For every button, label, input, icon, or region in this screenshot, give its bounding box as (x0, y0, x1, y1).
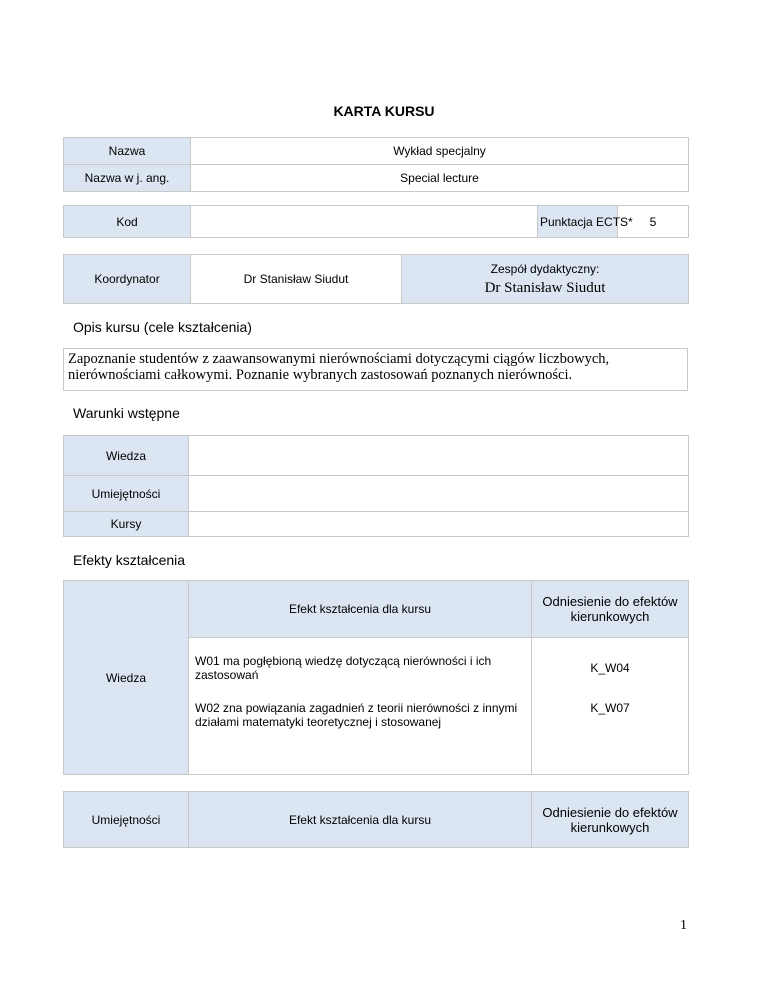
prerequisite-knowledge-label: Wiedza (64, 436, 189, 476)
prerequisites-table (63, 435, 689, 537)
code-label: Kod (64, 206, 191, 238)
reference-column-header: Odniesienie do efektów kierunkowych (532, 581, 689, 638)
prerequisite-skills-label: Umiejętności (64, 476, 189, 512)
english-name-value: Special lecture (191, 165, 689, 192)
coordinator-label: Koordynator (64, 255, 191, 304)
name-table (63, 137, 689, 192)
outcomes-knowledge-label: Wiedza (64, 581, 189, 775)
page-title: KARTA KURSU (333, 103, 435, 119)
english-name-label: Nazwa w j. ang. (64, 165, 191, 192)
page-number: 1 (680, 918, 687, 933)
skills-outcome-column-header: Efekt kształcenia dla kursu (189, 792, 532, 848)
outcomes-knowledge-table (63, 580, 689, 775)
outcome-w02-ref: K_W07 (532, 698, 689, 775)
outcome-column-header: Efekt kształcenia dla kursu (189, 581, 532, 638)
teaching-team-label: Zespół dydaktyczny: (490, 261, 600, 276)
course-description-text: Zapoznanie studentów z zaawansowanymi nierównościami dotyczącymi ciągów liczbowych, nierównościami całkowymi. Poznanie wybranych zastosowań poznanych nierówności. (63, 348, 688, 391)
prerequisite-courses-value (189, 512, 689, 537)
prerequisites-heading: Warunki wstępne (73, 405, 180, 421)
teaching-team-value: Dr Stanisław Siudut (484, 279, 606, 296)
ects-label: Punktacja ECTS* (538, 206, 618, 238)
outcome-w01-ref: K_W04 (532, 638, 689, 698)
teaching-team-cell (402, 255, 689, 304)
outcome-w01-text: W01 ma pogłębioną wiedzę dotyczącą nierówności i ich zastosowań (189, 638, 532, 698)
prerequisite-knowledge-value (189, 436, 689, 476)
name-label: Nazwa (64, 138, 191, 165)
outcome-w02-text: W02 zna powiązania zagadnień z teorii nierówności z innymi działami matematyki teoretycznej i stosowanej (189, 698, 532, 775)
code-table (63, 205, 689, 238)
prerequisite-courses-label: Kursy (64, 512, 189, 537)
ects-value: 5 (618, 206, 689, 238)
outcomes-skills-label: Umiejętności (64, 792, 189, 848)
code-value (191, 206, 538, 238)
coordinator-value: Dr Stanisław Siudut (191, 255, 402, 304)
prerequisite-skills-value (189, 476, 689, 512)
learning-outcomes-heading: Efekty kształcenia (73, 552, 186, 568)
outcomes-skills-table (63, 791, 689, 848)
name-value: Wykład specjalny (191, 138, 689, 165)
skills-reference-column-header: Odniesienie do efektów kierunkowych (532, 792, 689, 848)
course-description-heading: Opis kursu (cele kształcenia) (73, 319, 252, 335)
coordinator-table (63, 254, 689, 304)
